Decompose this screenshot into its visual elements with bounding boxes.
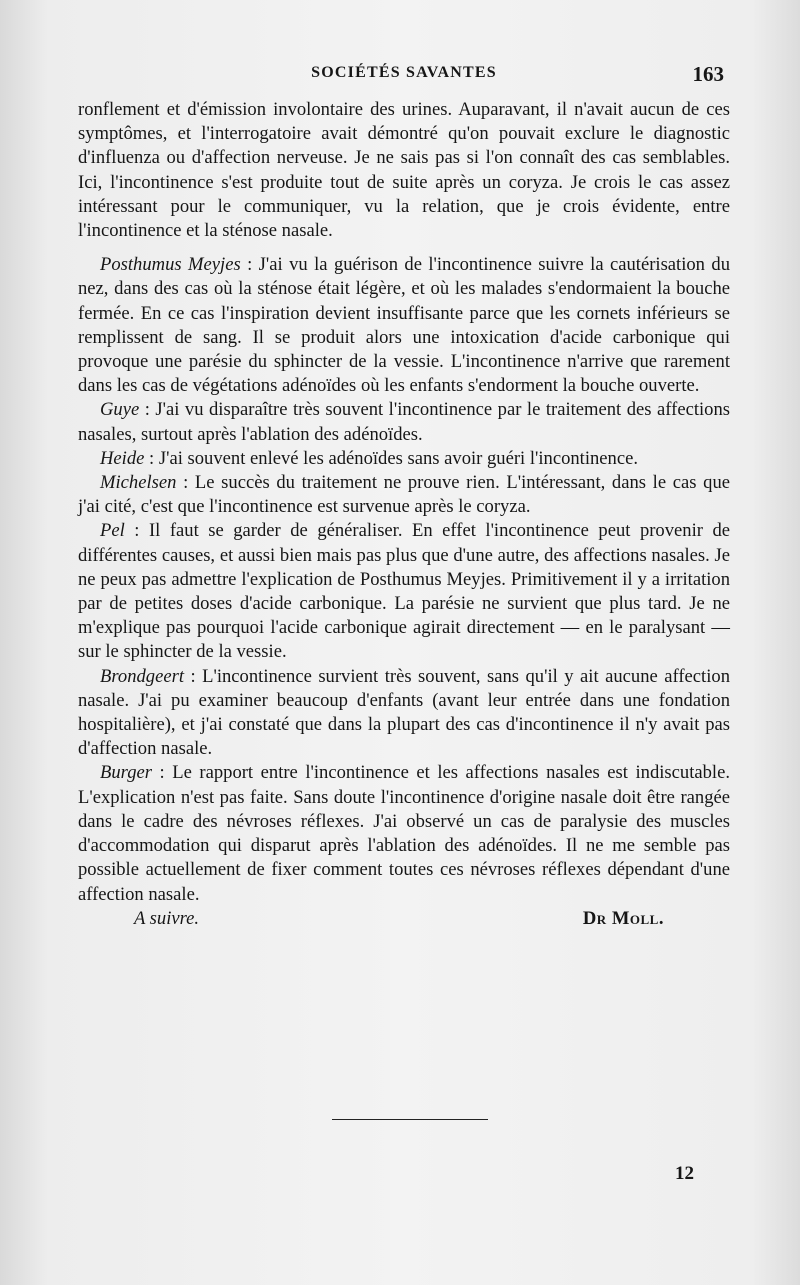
paragraph-posthumus-meyjes (78, 253, 730, 398)
signature-line (78, 908, 730, 934)
speaker-name: Pel (100, 520, 125, 542)
paragraph-burger (78, 761, 730, 906)
signature-mark: 12 (675, 1163, 694, 1184)
paragraph-text: : J'ai vu la guérison de l'incontinence suivre la cautérisation du nez, dans des cas où la sténose était légère, et où les malades s'endormaient la bouche fermée. En ce cas l'inspiration devient insuffisante parce que les cornets inférieurs se remplissent de sang. Il se produit alors une intoxication d'acide carbonique qui provoque une parésie du sphincter de la vessie. L'incontinence n'arrive que rarement dans les cas de végétations adénoïdes où les enfants s'endorment la bouche ouverte. (78, 254, 730, 397)
paragraph-text: ronflement et d'émission involontaire des urines. Auparavant, il n'avait aucun de ces symptômes, et l'interrogatoire avait démontré qu'on pouvait exclure le diagnostic d'influenza ou d'affection nerveuse. Je ne sais pas si l'on connaît des cas semblables. Ici, l'incontinence s'est produite tout de suite après un coryza. Je crois le cas assez intéressant pour le communiquer, vu la relation, que je crois évidente, entre l'incontinence et la sténose nasale. (78, 99, 730, 242)
paragraph-text: : J'ai souvent enlevé les adénoïdes sans avoir guéri l'incontinence. (144, 447, 639, 469)
running-head (78, 62, 730, 86)
speaker-name: Heide (100, 447, 145, 469)
paragraph-continuation (78, 98, 730, 243)
paragraph-heide (78, 447, 730, 471)
body-text (78, 98, 730, 934)
speaker-name: Brondgeert (100, 665, 184, 687)
speaker-name: Burger (100, 762, 152, 784)
book-page (78, 0, 730, 1285)
paragraph-michelsen (78, 471, 730, 519)
speaker-name: Michelsen (100, 472, 177, 494)
paragraph-text: : L'incontinence survient très souvent, sans qu'il y ait aucune affection nasale. J'ai pu examiner beaucoup d'enfants (avant leur entrée dans une fondation hospitalière), et j'ai constaté que dans la plupart des cas d'incontinence il n'y avait pas d'affection nasale. (78, 665, 730, 760)
to-be-continued: A suivre. (134, 907, 200, 929)
end-rule (332, 1119, 488, 1120)
paragraph-text: : Le succès du traitement ne prouve rien. L'intéressant, dans le cas que j'ai cité, c'est que l'incontinence est survenue après le coryza. (78, 472, 730, 518)
author-signature: Dr Moll. (582, 907, 664, 929)
page-number: 163 (692, 62, 724, 86)
speaker-name: Posthumus Meyjes (100, 254, 241, 276)
paragraph-text: : Le rapport entre l'incontinence et les affections nasales est indiscutable. L'explication n'est pas faite. Sans doute l'incontinence d'origine nasale doit être rangée dans le cadre des névroses réflexes. J'ai observé un cas de paralysie des muscles d'accommodation qui disparut après l'ablation des adénoïdes. Il ne me semble pas possible actuellement de fixer comment toutes ces névroses réflexes dépendant d'une affection nasale. (78, 762, 730, 905)
paragraph-text: : Il faut se garder de généraliser. En effet l'incontinence peut provenir de différentes causes, et aussi bien mais pas plus que d'une autre, des affections nasales. Je ne peux pas admettre l'explication de Posthumus Meyjes. Primitivement il y a irritation par de petites doses d'acide carbonique. La parésie ne survient que plus tard. Je ne m'explique pas pourquoi l'acide carbonique agirait directement — en le paralysant — sur le sphincter de la vessie. (78, 520, 730, 663)
running-title: SOCIÉTÉS SAVANTES (311, 64, 497, 81)
paragraph-text: : J'ai vu disparaître très souvent l'incontinence par le traitement des affections nasales, surtout après l'ablation des adénoïdes. (78, 399, 730, 445)
paragraph-guye (78, 398, 730, 446)
paragraph-brondgeert (78, 665, 730, 762)
speaker-name: Guye (100, 399, 140, 421)
paragraph-pel (78, 519, 730, 664)
